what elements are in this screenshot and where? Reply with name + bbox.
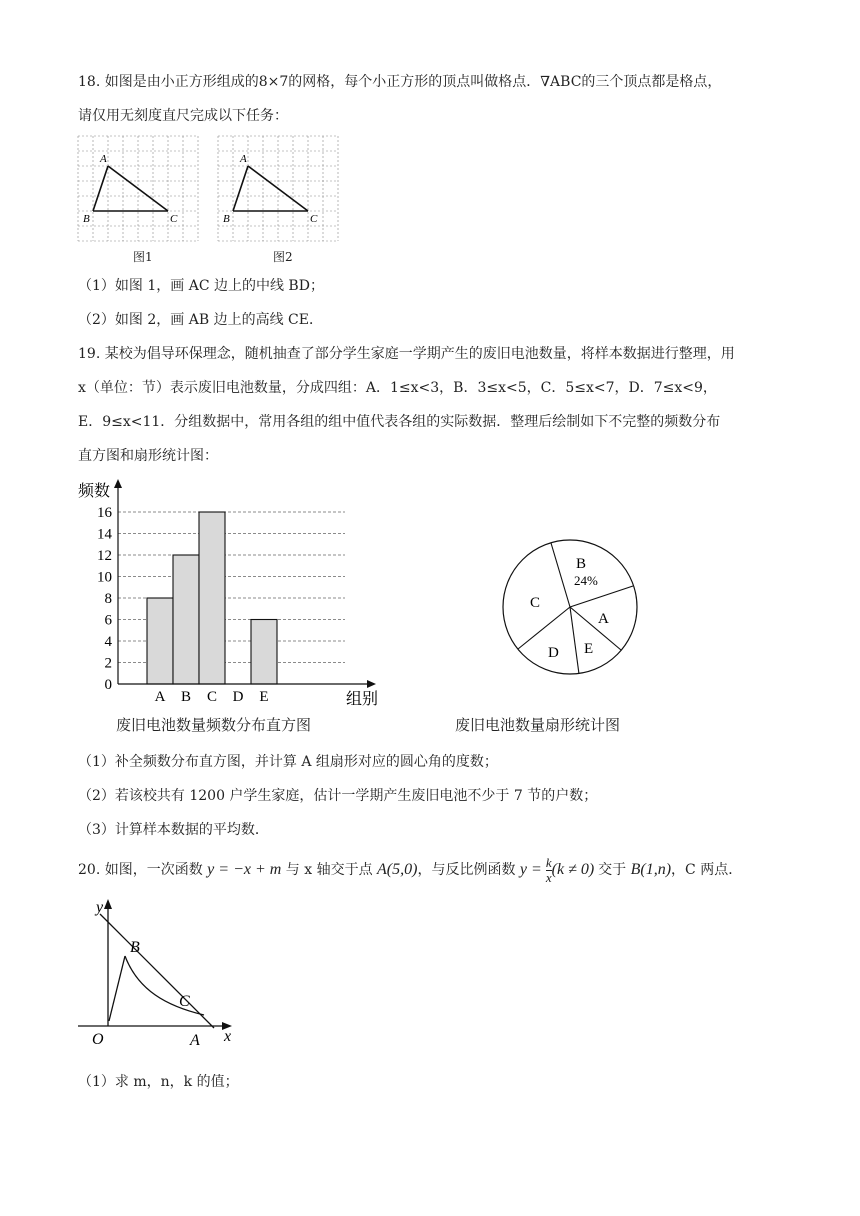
pie-title: 废旧电池数量扇形统计图 <box>455 716 621 734</box>
histogram-ytick: 10 <box>97 569 112 586</box>
q20-text-e: ，C 两点． <box>671 862 743 879</box>
frequency-histogram <box>70 478 390 714</box>
q20-fraction-num: k <box>545 855 552 870</box>
histogram-ytick: 12 <box>97 548 112 564</box>
q20-eq2: y = $\frac{k}{x}$ (k ≠ 0) <box>519 855 595 885</box>
q20-task1: （1）求 m，n，k 的值； <box>78 1074 239 1090</box>
q19-line1: 19. 某校为倡导环保理念，随机抽查了部分学生家庭一学期产生的废旧电池数量，将样本数据进行整理，用 <box>78 346 735 362</box>
histogram-ytick: 6 <box>104 612 112 629</box>
histogram-ytick: 8 <box>104 591 112 607</box>
figure-2-grid <box>218 136 340 242</box>
function-graph <box>76 898 246 1058</box>
pie-label-d: D <box>548 645 559 661</box>
histogram-xtick-b: B <box>180 689 192 705</box>
q19-task3: （3）计算样本数据的平均数． <box>78 822 269 838</box>
graph-label-y: y <box>96 899 104 916</box>
q20-text-b: 与 x 轴交于点 <box>285 862 373 879</box>
q19-task1: （1）补全频数分布直方图，并计算 A 组扇形对应的圆心角的度数； <box>78 754 498 770</box>
histogram-ytick: 0 <box>104 677 112 693</box>
q19-line4: 直方图和扇形统计图： <box>78 448 218 464</box>
pie-label-e: E <box>584 641 594 657</box>
fig1-label-b: B <box>83 213 90 225</box>
histogram-bar-c <box>199 512 225 684</box>
histogram-ytick: 2 <box>104 655 112 672</box>
pie-label-a: A <box>598 611 609 627</box>
histogram-ylabel: 频数 <box>78 483 111 500</box>
fig1-caption: 图1 <box>133 250 153 264</box>
q20-point-b: B(1,n) <box>630 861 672 879</box>
q20-eq2-cond: (k ≠ 0) <box>551 861 595 879</box>
q18-task1: （1）如图 1，画 AC 边上的中线 BD； <box>78 278 324 294</box>
histogram-title: 废旧电池数量频数分布直方图 <box>116 716 312 734</box>
pie-label-b: B <box>576 556 587 572</box>
q20-text-c: ，与反比例函数 <box>417 862 516 879</box>
histogram-ytick: 4 <box>104 634 112 650</box>
q20-text-a: 20. 如图，一次函数 <box>78 862 203 879</box>
graph-label-a: A <box>190 1032 200 1049</box>
q18-task2: （2）如图 2，画 AB 边上的高线 CE． <box>78 312 323 328</box>
q18-line2: 请仅用无刻度直尺完成以下任务： <box>78 108 288 124</box>
q20-line1 <box>78 856 742 885</box>
fig2-label-b: B <box>223 213 230 225</box>
q19-line2: x（单位：节）表示废旧电池数量，分成四组：A．1≤x<3，B．3≤x<5，C．5≤x<7，D．7≤x<9， <box>78 380 717 396</box>
fig1-label-c: C <box>170 213 178 225</box>
histogram-bar-b <box>173 555 199 684</box>
fig2-caption: 图2 <box>273 250 293 264</box>
figure-1-grid <box>78 136 200 242</box>
q18-line1: 18. 如图是由小正方形组成的8×7的网格，每个小正方形的顶点叫做格点．∇ABC的三个顶点都是格点， <box>78 74 722 90</box>
pie-chart <box>500 537 640 677</box>
pie-label-c: C <box>530 595 541 611</box>
histogram-xtick-e: E <box>259 689 269 705</box>
fig2-label-a: A <box>240 153 247 165</box>
histogram-bar-a <box>147 598 173 684</box>
histogram-ytick: 16 <box>97 505 112 521</box>
histogram-xlabel: 组别 <box>346 691 379 708</box>
fig2-label-c: C <box>310 213 318 225</box>
graph-label-x: x <box>224 1028 232 1045</box>
histogram-ytick: 14 <box>97 526 112 543</box>
fig1-label-a: A <box>100 153 107 165</box>
q20-eq1: y = −x + m <box>207 861 282 879</box>
q19-line3: E．9≤x<11．分组数据中，常用各组的组中值代表各组的实际数据．整理后绘制如下不完整的频数分布 <box>78 414 721 430</box>
histogram-xtick-d: D <box>232 689 244 705</box>
pie-label-b-percent: 24% <box>574 573 598 588</box>
q19-task2: （2）若该校共有 1200 户学生家庭，估计一学期产生废旧电池不少于 7 节的户数； <box>78 788 598 804</box>
histogram-xtick-c: C <box>206 689 218 705</box>
graph-label-c: C <box>179 993 190 1010</box>
graph-label-b: B <box>130 939 140 956</box>
graph-label-o: O <box>92 1031 104 1048</box>
q20-point-a: A(5,0) <box>377 861 418 879</box>
histogram-bar-e <box>251 620 277 685</box>
q20-text-d: 交于 <box>598 862 627 879</box>
q20-fraction-den: x <box>545 870 552 885</box>
histogram-xtick-a: A <box>154 689 166 705</box>
